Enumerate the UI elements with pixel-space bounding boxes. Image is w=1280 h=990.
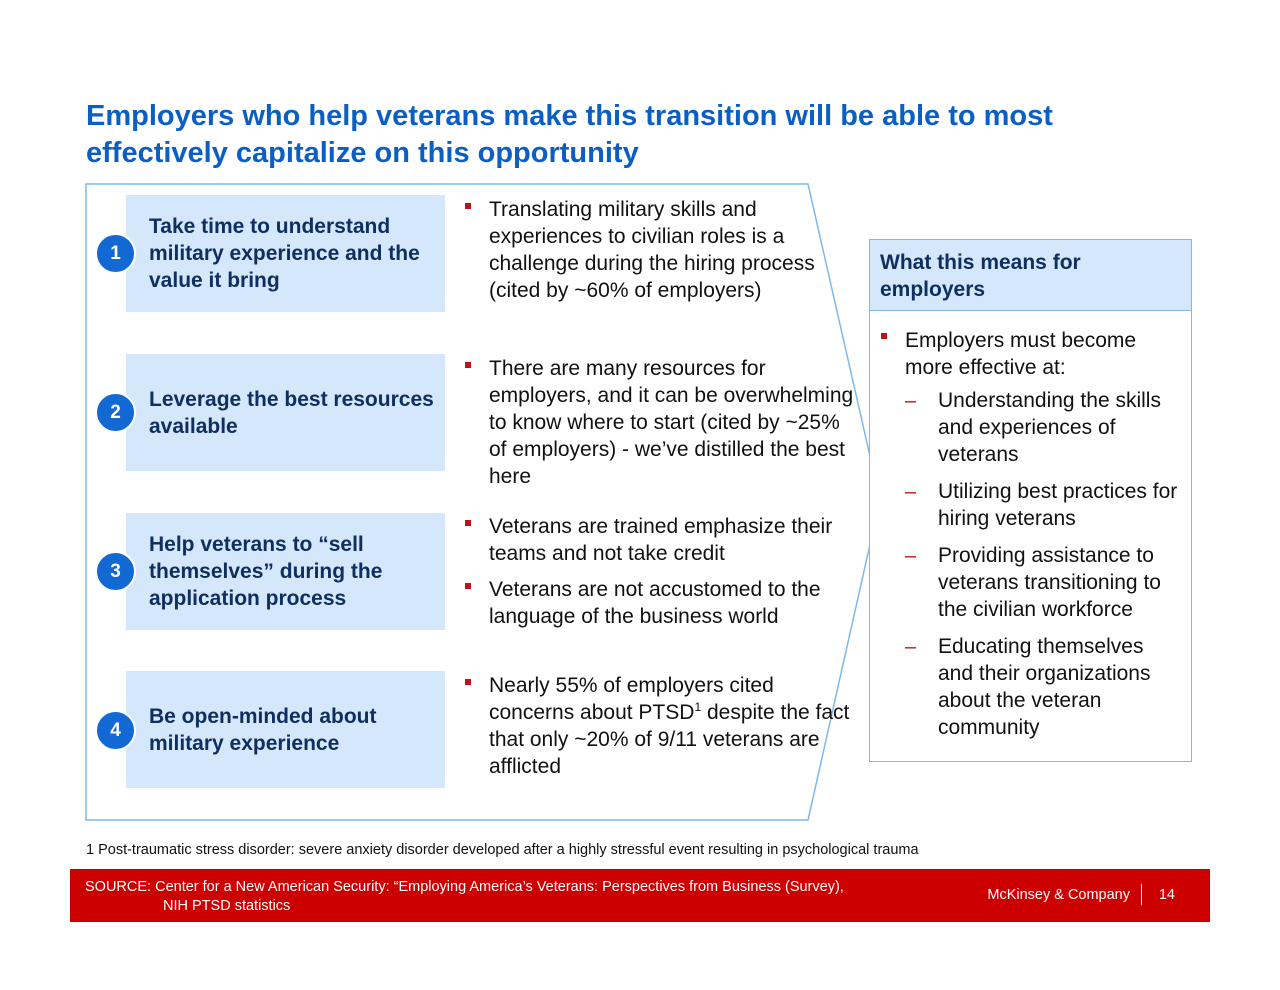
bullet-item: There are many resources for employers, and it can be overwhelming to know where to start (cited by ~25% of employers) - we’ve distilled the best here	[465, 355, 860, 490]
sub-bullet-item: – Providing assistance to veterans transitioning to the civilian workforce	[905, 544, 1161, 621]
step-box-4	[126, 671, 445, 788]
dash-bullet-icon: –	[905, 545, 917, 567]
step-box-1	[126, 195, 445, 312]
square-bullet-icon	[465, 203, 471, 209]
square-bullet-icon	[881, 333, 887, 339]
square-bullet-icon	[465, 679, 471, 685]
implications-heading: What this means for employers	[870, 240, 1191, 311]
step-bullets-4	[465, 672, 860, 780]
step-bullets-3	[465, 513, 860, 630]
footer-bar	[70, 869, 1210, 922]
employer-implications-panel	[869, 239, 1192, 762]
square-bullet-icon	[465, 583, 471, 589]
square-bullet-icon	[465, 362, 471, 368]
sub-bullet-item: – Educating themselves and their organizations about the veteran community	[905, 635, 1151, 739]
implications-sub-list	[880, 387, 1183, 741]
bullet-item: Translating military skills and experiences to civilian roles is a challenge during the hiring process (cited by ~60% of employers)	[465, 196, 860, 304]
bullet-item: Nearly 55% of employers cited concerns about PTSD$^1$ despite the fact that only ~20% of 9/11 veterans are afflicted	[465, 672, 860, 780]
step-box-3	[126, 513, 445, 630]
step-label-1: Take time to understand military experience and the value it bring	[149, 215, 420, 292]
bullet-item: Veterans are not accustomed to the language of the business world	[465, 576, 860, 630]
sub-bullet-item: – Understanding the skills and experiences of veterans	[905, 389, 1161, 466]
step-bullets-1	[465, 196, 860, 304]
dash-bullet-icon: –	[905, 390, 917, 412]
dash-bullet-icon: –	[905, 481, 917, 503]
footnote-marker: 1	[694, 700, 702, 714]
bullet-item: Veterans are trained emphasize their teams and not take credit	[465, 513, 860, 567]
step-box-2	[126, 354, 445, 471]
footer-separator	[1141, 884, 1142, 905]
sub-bullet-item: – Utilizing best practices for hiring veterans	[905, 480, 1178, 530]
source-citation: SOURCE: Center for a New American Security: “Employing America’s Veterans: Perspectives from Business (Survey), NIH PTSD statistics	[85, 879, 844, 914]
implications-main-bullet: Employers must become more effective at:	[880, 327, 1183, 381]
footnote: 1 Post-traumatic stress disorder: severe anxiety disorder developed after a highly stressful event resulting in psychological trauma	[86, 842, 919, 858]
step-label-3: Help veterans to “sell themselves” during the application process	[149, 533, 383, 610]
step-bullets-2	[465, 355, 860, 490]
step-number-badge-3: 3	[95, 551, 136, 592]
page-title: Employers who help veterans make this transition will be able to most effectively capitalize on this opportunity	[86, 100, 1053, 169]
step-label-2: Leverage the best resources available	[149, 387, 434, 438]
step-label-4: Be open-minded about military experience	[149, 704, 377, 755]
company-brand: McKinsey & Company	[987, 887, 1130, 903]
page-number: 14	[1158, 887, 1175, 903]
step-number-badge-4: 4	[95, 710, 136, 751]
square-bullet-icon	[465, 520, 471, 526]
step-number-badge-2: 2	[95, 392, 136, 433]
dash-bullet-icon: –	[905, 636, 917, 658]
step-number-badge-1: 1	[95, 233, 136, 274]
